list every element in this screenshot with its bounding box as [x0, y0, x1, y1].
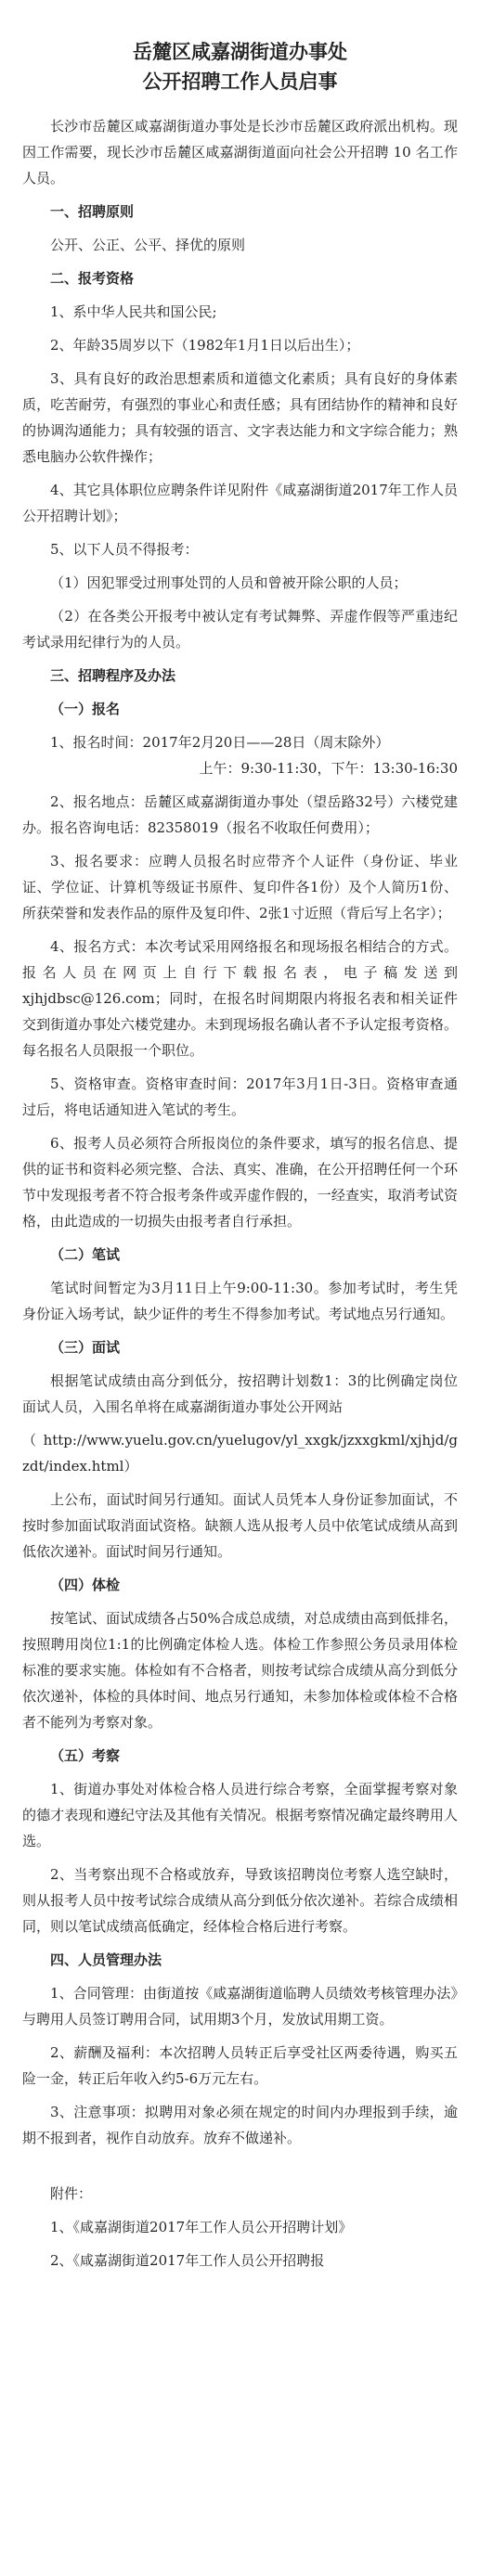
- subsection-heading-medical: （四）体检: [50, 1577, 121, 1593]
- management-item: 2、薪酬及福利：本次招聘人员转正后享受社区两委待遇，购买五险一金，转正后年收入约5-6万元左右。: [22, 2044, 458, 2087]
- interview-text-continued: 上公布，面试时间另行通知。面试人员凭本人身份证参加面试，不按时参加面试取消面试资格。缺额人选从报考人员中依笔试成绩从高到低依次递补。面试时间另行通知。: [22, 1491, 458, 1560]
- management-item: 3、注意事项：拟聘用对象必须在规定的时间内办理报到手续，逾期不报到者，视作自动放弃。放弃不做递补。: [22, 2104, 458, 2146]
- qualification-item: （1）因犯罪受过刑事处罚的人员和曾被开除公职的人员；: [50, 574, 408, 591]
- qualification-item: 1、系中华人民共和国公民;: [50, 303, 217, 320]
- registration-time: 1、报名时间：2017年2月20日——28日（周末除外）: [50, 734, 390, 751]
- attachments-label: 附件：: [50, 2185, 93, 2202]
- page-title-line1: 岳麓区咸嘉湖街道办事处: [133, 41, 347, 63]
- attachment-item: 1、《咸嘉湖街道2017年工作人员公开招聘计划》: [50, 2219, 353, 2235]
- qualification-item: 4、其它具体职位应聘条件详见附件《咸嘉湖街道2017年工作人员公开招聘计划》；: [22, 482, 458, 524]
- registration-item: 4、报名方式：本次考试采用网络报名和现场报名相结合的方式。报名人员在网页上自行下载报名表，电子稿发送到xjhjdbsc@126.com；同时，在报名时间期限内将报名表和相关证件交到街道办事处六楼党建办。未到现场报名确认者不予认定报考资格。每名报名人员限报一个职位。: [22, 938, 458, 1059]
- attachment-item: 2、《咸嘉湖街道2017年工作人员公开招聘报: [50, 2252, 325, 2269]
- section-heading-principles: 一、招聘原则: [50, 203, 135, 220]
- inspection-item: 2、当考察出现不合格或放弃，导致该招聘岗位考察人选空缺时，则从报考人员中按考试综合成绩从高分到低分依次递补。若综合成绩相同，则以笔试成绩高低确定，经体检合格后进行考察。: [22, 1866, 458, 1935]
- website-url: （http://www.yuelu.gov.cn/yuelugov/yl_xxgk/jzxxgkml/xjhjd/gzdt/index.html）: [22, 1432, 458, 1475]
- registration-item: 6、报考人员必须符合所报岗位的条件要求，填写的报名信息、提供的证书和资料必须完整、合法、真实、准确，在公开招聘任何一个环节中发现报考者不符合报考条件或弄虚作假的，一经查实，取消考试资格，由此造成的一切损失由报考者自行承担。: [22, 1135, 458, 1230]
- registration-item: 5、资格审查。资格审查时间：2017年3月1日-3日。资格审查通过后，将电话通知进入笔试的考生。: [22, 1075, 458, 1118]
- principles-text: 公开、公正、公平、择优的原则: [50, 237, 246, 253]
- section-heading-procedure: 三、招聘程序及办法: [50, 667, 176, 684]
- subsection-heading-inspection: （五）考察: [50, 1747, 121, 1764]
- qualification-item: 2、年龄35周岁以下（1982年1月1日以后出生）；: [50, 337, 360, 354]
- interview-text: 根据笔试成绩由高分到低分，按招聘计划数1：3的比例确定岗位面试人员，入围名单将在咸嘉湖街道办事处公开网站: [22, 1372, 458, 1415]
- subsection-heading-interview: （三）面试: [50, 1339, 121, 1356]
- written-exam-text: 笔试时间暂定为3月11日上午9:00-11:30。参加考试时，考生凭身份证入场考试，缺少证件的考生不得参加考试。考试地点另行通知。: [22, 1280, 458, 1322]
- qualification-item: 5、以下人员不得报考：: [50, 541, 199, 558]
- section-heading-qualifications: 二、报考资格: [50, 270, 135, 287]
- registration-item: 3、报名要求：应聘人员报名时应带齐个人证件（身份证、毕业证、学位证、计算机等级证书原件、复印件各1份）及个人简历1份、所获荣誉和发表作品的原件及复印件、2张1寸近照（背后写上名字）；: [22, 853, 458, 921]
- medical-text: 按笔试、面试成绩各占50%合成总成绩，对总成绩由高到低排名，按照聘用岗位1:1的比例确定体检人选。体检工作参照公务员录用体检标准的要求实施。体检如有不合格者，则按考试综合成绩从高分到低分依次递补，体检的具体时间、地点另行通知，未参加体检或体检不合格者不能列为考察对象。: [22, 1610, 458, 1731]
- subsection-heading-registration: （一）报名: [50, 701, 121, 717]
- qualification-item: （2）在各类公开报考中被认定有考试舞弊、弄虚作假等严重违纪考试录用纪律行为的人员。: [22, 608, 458, 650]
- intro-paragraph: 长沙市岳麓区咸嘉湖街道办事处是长沙市岳麓区政府派出机构。现因工作需要，现长沙市岳麓区咸嘉湖街道面向社会公开招聘 10 名工作人员。: [22, 118, 458, 187]
- management-item: 1、合同管理：由街道按《咸嘉湖街道临聘人员绩效考核管理办法》与聘用人员签订聘用合同，试用期3个月，发放试用期工资。: [22, 1985, 458, 2028]
- qualification-item: 3、具有良好的政治思想素质和道德文化素质；具有良好的身体素质，吃苦耐劳，有强烈的事业心和责任感；具有团结协作的精神和良好的协调沟通能力；具有较强的语言、文字表达能力和文字综合能力；熟悉电脑办公软件操作；: [22, 370, 458, 465]
- inspection-item: 1、街道办事处对体检合格人员进行综合考察，全面掌握考察对象的德才表现和遵纪守法及其他有关情况。根据考察情况确定最终聘用人选。: [22, 1781, 458, 1849]
- subsection-heading-written-exam: （二）笔试: [50, 1246, 121, 1263]
- page-title-line2: 公开招聘工作人员启事: [142, 71, 338, 93]
- registration-hours: 上午：9:30-11:30，下午：13:30-16:30: [199, 760, 458, 777]
- registration-item: 2、报名地点：岳麓区咸嘉湖街道办事处（望岳路32号）六楼党建办。报名咨询电话：82358019（报名不收取任何费用）；: [22, 793, 458, 836]
- spacer: [22, 2158, 458, 2181]
- section-heading-management: 四、人员管理办法: [50, 1951, 162, 1968]
